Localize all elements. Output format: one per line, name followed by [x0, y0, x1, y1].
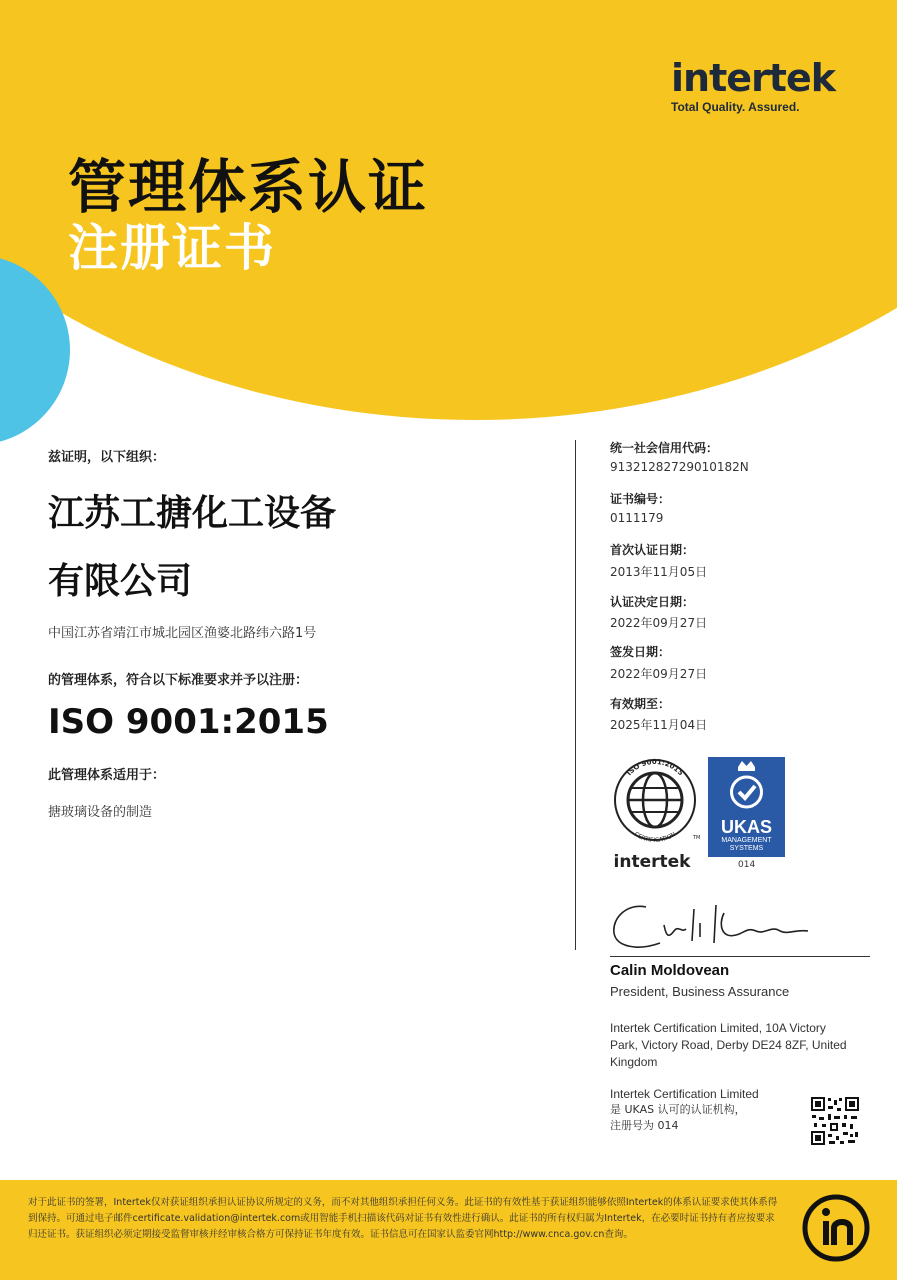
iso-ring-text: ISO 9001:2015 — [625, 757, 685, 778]
intertek-in-icon — [800, 1192, 872, 1264]
standard-name: ISO 9001:2015 — [48, 702, 329, 742]
accreditation-line2: 是 UKAS 认可的认证机构， — [610, 1103, 746, 1116]
certificate-title-line2: 注册证书 — [68, 219, 276, 277]
ukas-sublabel-line2: SYSTEMS — [729, 845, 764, 852]
certifies-label: 兹证明，以下组织： — [48, 450, 166, 465]
initial-cert-date-value: 2013年11月05日 — [610, 565, 708, 579]
expiry-date-value: 2025年11月04日 — [610, 718, 708, 732]
ukas-sublabel — [708, 837, 785, 853]
brand-tagline: Total Quality. Assured. — [671, 100, 800, 114]
certificate-number-value: 0111179 — [610, 511, 664, 525]
ukas-sublabel-line1: MANAGEMENT — [721, 837, 772, 844]
issue-date-label: 签发日期： — [610, 645, 671, 659]
signer-title: President, Business Assurance — [610, 984, 790, 999]
decision-date-value: 2022年09月27日 — [610, 616, 708, 630]
organization-name-line2: 有限公司 — [48, 561, 193, 602]
accreditation-line3: 注册号为 014 — [610, 1119, 679, 1132]
iso-cert-text: CERTIFICATION — [632, 830, 678, 845]
certificate-number-label: 证书编号： — [610, 492, 671, 506]
signature-line — [610, 956, 870, 957]
signature — [608, 895, 818, 955]
compliance-label: 的管理体系，符合以下标准要求并予以注册： — [48, 673, 309, 688]
ukas-mark — [708, 757, 785, 857]
decision-date-label: 认证决定日期： — [610, 595, 695, 609]
credit-code-label: 统一社会信用代码： — [610, 441, 719, 455]
issue-date-value: 2022年09月27日 — [610, 667, 708, 681]
iso-certification-mark — [610, 757, 700, 872]
accreditation-statement — [610, 1086, 800, 1134]
vertical-divider — [575, 440, 576, 950]
certificate-title-line1: 管理体系认证 — [68, 153, 429, 221]
intertek-logo — [671, 58, 835, 114]
organization-name-line1: 江苏工搪化工设备 — [48, 493, 337, 534]
scope-label: 此管理体系适用于： — [48, 768, 166, 783]
accreditation-line1: Intertek Certification Limited — [610, 1087, 759, 1101]
expiry-date-label: 有效期至： — [610, 697, 671, 711]
iso-tm: TM — [693, 835, 700, 841]
scope-text: 搪玻璃设备的制造 — [48, 805, 153, 820]
signer-name: Calin Moldovean — [610, 962, 730, 979]
issuer-address: Intertek Certification Limited, 10A Victory Park, Victory Road, Derby DE24 8ZF, United Kingdom — [610, 1021, 847, 1069]
footer-disclaimer: 对于此证书的签署，Intertek仅对获证组织承担认证协议所规定的义务，而不对其他组织承担任何义务。此证书的有效性基于获证组织能够依照Intertek的体系认证要求使其体系得到保持。可通过电子邮件certificate.validation@intertek.com或用智能手机扫描该代码对证书有效性进行确认。此证书的所有权归属为Intertek，在必要时证书持有者应按要求归还证书。获证组织必须定期接受监督审核并经审核合格方可保持证书年度有效。证书信息可在国家认监委官网http://www.cnca.gov.cn查询。 — [28, 1197, 778, 1240]
ukas-label: UKAS — [720, 817, 772, 837]
iso-mark-brand: intertek — [613, 852, 691, 872]
initial-cert-date-label: 首次认证日期： — [610, 543, 695, 557]
organization-address: 中国江苏省靖江市城北园区渔婆北路纬六路1号 — [48, 626, 317, 641]
crown-check-icon — [708, 757, 785, 817]
qr-code[interactable] — [810, 1096, 860, 1146]
credit-code-value: 91321282729010182N — [610, 460, 749, 474]
ukas-number: 014 — [738, 860, 756, 870]
brand-wordmark: intertek — [671, 56, 835, 100]
